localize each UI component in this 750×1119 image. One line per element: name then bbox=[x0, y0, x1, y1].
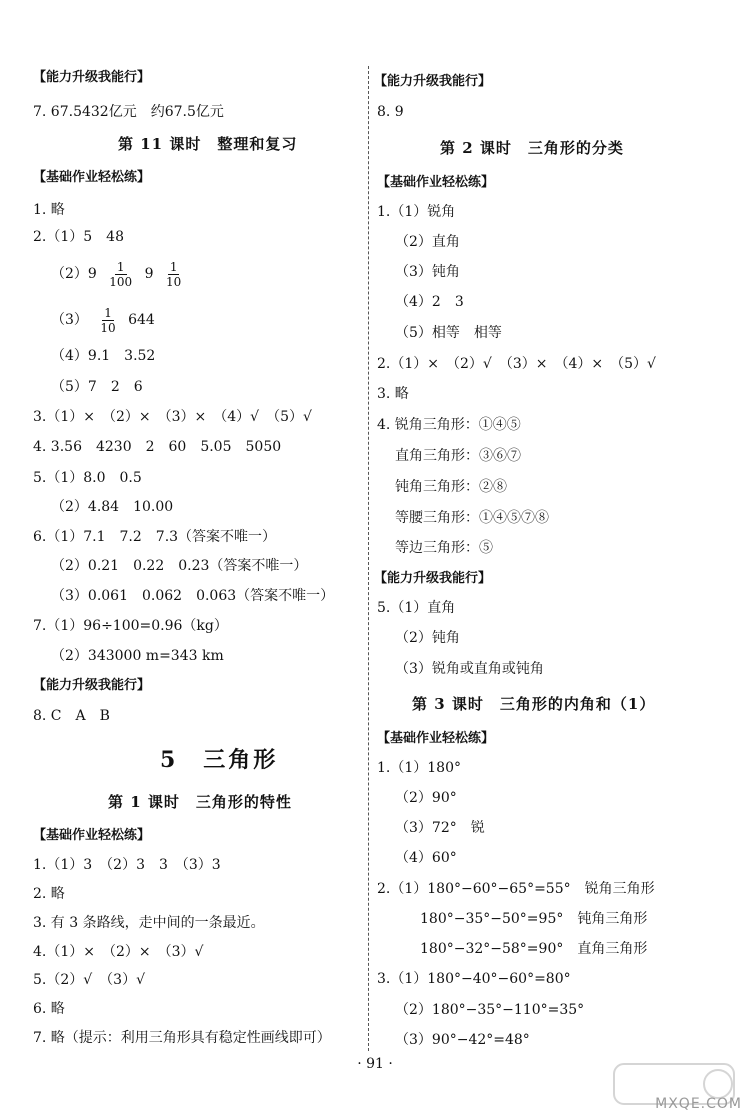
section-header: 【基础作业轻松练】 bbox=[377, 175, 495, 190]
answer-line: （4）2 3 bbox=[395, 294, 464, 310]
answer-line: 3. 略 bbox=[377, 386, 409, 402]
answer-line: （3）钝角 bbox=[395, 264, 460, 280]
answer-line: 钝角三角形：②⑧ bbox=[395, 479, 507, 495]
section-header: 【基础作业轻松练】 bbox=[33, 828, 151, 843]
lesson-title: 第 3 课时 三角形的内角和（1） bbox=[412, 695, 656, 713]
answer-line: 4. 3.56 4230 2 60 5.05 5050 bbox=[33, 439, 282, 455]
answer-line: （2）直角 bbox=[395, 234, 460, 250]
answer-line: 等腰三角形：①④⑤⑦⑧ bbox=[395, 510, 549, 526]
answer-text: （2）9 bbox=[51, 266, 97, 282]
answer-line: 8. 9 bbox=[377, 104, 404, 120]
section-header: 【能力升级我能行】 bbox=[374, 571, 492, 586]
watermark-text: MXQE.COM bbox=[655, 1096, 742, 1112]
answer-line: 3.（1）× （2）× （3）× （4）√ （5）√ bbox=[33, 409, 312, 425]
answer-line: 180°−32°−58°=90° 直角三角形 bbox=[420, 941, 648, 957]
answer-line: （3）72° 锐 bbox=[395, 820, 485, 836]
answer-line: （4）9.1 3.52 bbox=[51, 348, 156, 364]
answer-line: 5.（2）√ （3）√ bbox=[33, 972, 146, 988]
chapter-title: 5 三角形 bbox=[160, 747, 279, 773]
answer-line: （3）90°−42°=48° bbox=[395, 1032, 530, 1048]
fraction-denominator: 100 bbox=[109, 274, 133, 289]
fraction-denominator: 10 bbox=[166, 274, 182, 289]
section-header: 【能力升级我能行】 bbox=[374, 74, 492, 89]
column-divider bbox=[368, 66, 369, 1051]
page-number: · 91 · bbox=[357, 1056, 393, 1072]
answer-line: 2.（1）180°−60°−65°=55° 锐角三角形 bbox=[377, 881, 655, 897]
answer-text: 644 bbox=[128, 312, 155, 328]
fraction-numerator: 1 bbox=[104, 305, 112, 320]
answer-line: 1. 略 bbox=[33, 202, 65, 218]
answer-line: （2）343000 m=343 km bbox=[51, 648, 224, 664]
fraction-numerator: 1 bbox=[116, 259, 125, 274]
answer-line: （2）90° bbox=[395, 790, 457, 806]
answer-line: 1.（1）180° bbox=[377, 760, 461, 776]
answer-line: 2.（1）× （2）√ （3）× （4）× （5）√ bbox=[377, 356, 656, 372]
answer-line: 5.（1）8.0 0.5 bbox=[33, 470, 142, 486]
answer-line: 3. 有 3 条路线，走中间的一条最近。 bbox=[33, 915, 265, 931]
answer-line: 2.（1）5 48 bbox=[33, 229, 124, 245]
answer-line: 4. 锐角三角形：①④⑤ bbox=[377, 417, 521, 433]
fraction bbox=[107, 260, 134, 289]
answer-line: （5）7 2 6 bbox=[51, 379, 143, 395]
answer-line: （3）0.061 0.062 0.063（答案不唯一） bbox=[51, 588, 335, 604]
answer-line: 7.（1）96÷100=0.96（kg） bbox=[33, 618, 228, 634]
fraction bbox=[164, 260, 183, 289]
lesson-title: 第 11 课时 整理和复习 bbox=[118, 135, 298, 153]
answer-line: 4.（1）× （2）× （3）√ bbox=[33, 944, 204, 960]
answer-line: 7. 略（提示：利用三角形具有稳定性画线即可） bbox=[33, 1030, 331, 1046]
lesson-title: 第 2 课时 三角形的分类 bbox=[440, 139, 624, 157]
answer-line: （2）0.21 0.22 0.23（答案不唯一） bbox=[51, 558, 308, 574]
section-header: 【基础作业轻松练】 bbox=[377, 731, 495, 746]
fraction-numerator: 1 bbox=[169, 259, 178, 274]
answer-line: 1.（1）锐角 bbox=[377, 204, 456, 220]
answer-line: 3.（1）180°−40°−60°=80° bbox=[377, 971, 571, 987]
answer-line-fractions bbox=[51, 304, 155, 336]
answer-line-fractions bbox=[51, 258, 189, 290]
fraction-denominator: 10 bbox=[100, 320, 116, 335]
answer-line: （4）60° bbox=[395, 850, 457, 866]
answer-line: 1.（1）3 （2）3 3 （3）3 bbox=[33, 857, 221, 873]
section-header: 【基础作业轻松练】 bbox=[33, 170, 151, 185]
answer-text: （3） bbox=[51, 312, 88, 328]
section-header: 【能力升级我能行】 bbox=[33, 70, 151, 85]
answer-line: （3）锐角或直角或钝角 bbox=[395, 661, 544, 677]
lesson-title: 第 1 课时 三角形的特性 bbox=[108, 793, 292, 811]
answer-line: 6.（1）7.1 7.2 7.3（答案不唯一） bbox=[33, 529, 277, 545]
answer-line: （2）钝角 bbox=[395, 630, 460, 646]
answer-line: （2）4.84 10.00 bbox=[51, 499, 174, 515]
answer-text: 9 bbox=[144, 266, 154, 282]
answer-line: （2）180°−35°−110°=35° bbox=[395, 1002, 585, 1018]
answer-line: 直角三角形：③⑥⑦ bbox=[395, 448, 521, 464]
answer-line: 2. 略 bbox=[33, 886, 65, 902]
answer-line: 等边三角形：⑤ bbox=[395, 540, 493, 556]
answer-line: 6. 略 bbox=[33, 1001, 65, 1017]
answer-line: 180°−35°−50°=95° 钝角三角形 bbox=[420, 911, 648, 927]
answer-line: （5）相等 相等 bbox=[395, 325, 502, 341]
fraction bbox=[98, 306, 117, 335]
answer-line: 7. 67.5432亿元 约67.5亿元 bbox=[33, 104, 224, 120]
answer-line: 8. C A B bbox=[33, 708, 110, 724]
answer-line: 5.（1）直角 bbox=[377, 600, 456, 616]
section-header: 【能力升级我能行】 bbox=[33, 678, 151, 693]
